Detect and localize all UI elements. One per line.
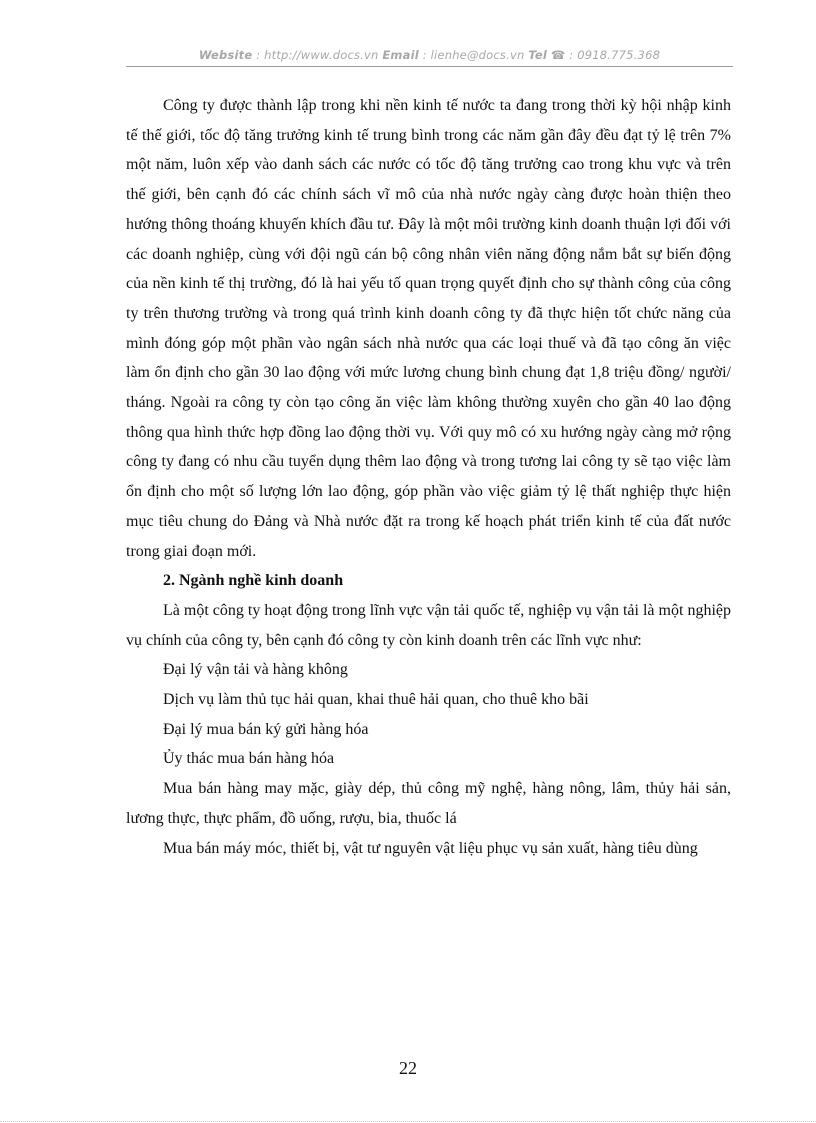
tel-label: Tel [528, 48, 548, 62]
list-item: Dịch vụ làm thủ tục hải quan, khai thuê hải quan, cho thuê kho bãi [163, 691, 589, 709]
website-value: : http://www.docs.vn [252, 48, 383, 62]
list-item: Mua bán hàng may mặc, giày dép, thủ công mỹ nghệ, hàng nông, lâm, thủy hải sản, lương thực, thực phẩm, đồ uống, rượu, bia, thuốc lá [126, 780, 731, 827]
list-item: Ủy thác mua bán hàng hóa [163, 750, 335, 768]
tel-value: : 0918.775.368 [565, 48, 661, 62]
page-header [126, 48, 733, 62]
email-value: : lienhe@docs.vn [418, 48, 529, 62]
website-label: Website [198, 48, 253, 62]
list-item: Đại lý vận tải và hàng không [163, 661, 348, 679]
email-label: Email [382, 48, 419, 62]
document-body [126, 91, 731, 863]
phone-icon: ☎ [550, 48, 566, 62]
page-number: 22 [399, 1058, 417, 1078]
list-item: Mua bán máy móc, thiết bị, vật tư nguyên vật liệu phục vụ sản xuất, hàng tiêu dùng [163, 839, 698, 857]
intro-paragraph: Công ty được thành lập trong khi nền kinh tế nước ta đang trong thời kỳ hội nhập kinh tế thế giới, tốc độ tăng trưởng kinh tế trung bình trong các năm gần đây đều đạt tỷ lệ trên 7% một năm, luôn xếp vào danh sách các nước có tốc độ tăng trưởng cao trong khu vực và trên thế giới, bên cạnh đó các chính sách vĩ mô của nhà nước ngày càng được hoàn thiện theo hướng thông thoáng khuyến khích đầu tư. Đây là một môi trường kinh doanh thuận lợi đối với các doanh nghiệp, cùng với đội ngũ cán bộ công nhân viên năng động nắm bắt sự biến động của nền kinh tế thị trường, đó là hai yếu tố quan trọng quyết định cho sự thành công của công ty trên thương trường và trong quá trình kinh doanh công ty đã thực hiện tốt chức năng của mình đóng góp một phần vào ngân sách nhà nước qua các loại thuế và đã tạo công ăn việc làm ổn định cho gần 30 lao động với mức lương chung bình chung đạt 1,8 triệu đồng/ người/ tháng. Ngoài ra công ty còn tạo công ăn việc làm không thường xuyên cho gần 40 lao động thông qua hình thức hợp đồng lao động thời vụ. Với quy mô có xu hướng ngày càng mở rộng công ty đang có nhu cầu tuyển dụng thêm lao động và trong tương lai công ty sẽ tạo việc làm ổn định cho một số lượng lớn lao động, góp phần vào việc giảm tỷ lệ thất nghiệp thực hiện mục tiêu chung do Đảng và Nhà nước đặt ra trong kế hoạch phát triển kinh tế của đất nước trong giai đoạn mới. [126, 97, 731, 560]
list-item: Đại lý mua bán ký gửi hàng hóa [163, 720, 369, 738]
header-divider [126, 66, 733, 67]
business-paragraph: Là một công ty hoạt động trong lĩnh vực vận tải quốc tế, nghiệp vụ vận tải là một nghiệp vụ chính của công ty, bên cạnh đó công ty còn kinh doanh trên các lĩnh vực như: [126, 601, 731, 649]
page-bottom-divider [0, 1121, 816, 1122]
section-heading: 2. Ngành nghề kinh doanh [163, 572, 344, 590]
